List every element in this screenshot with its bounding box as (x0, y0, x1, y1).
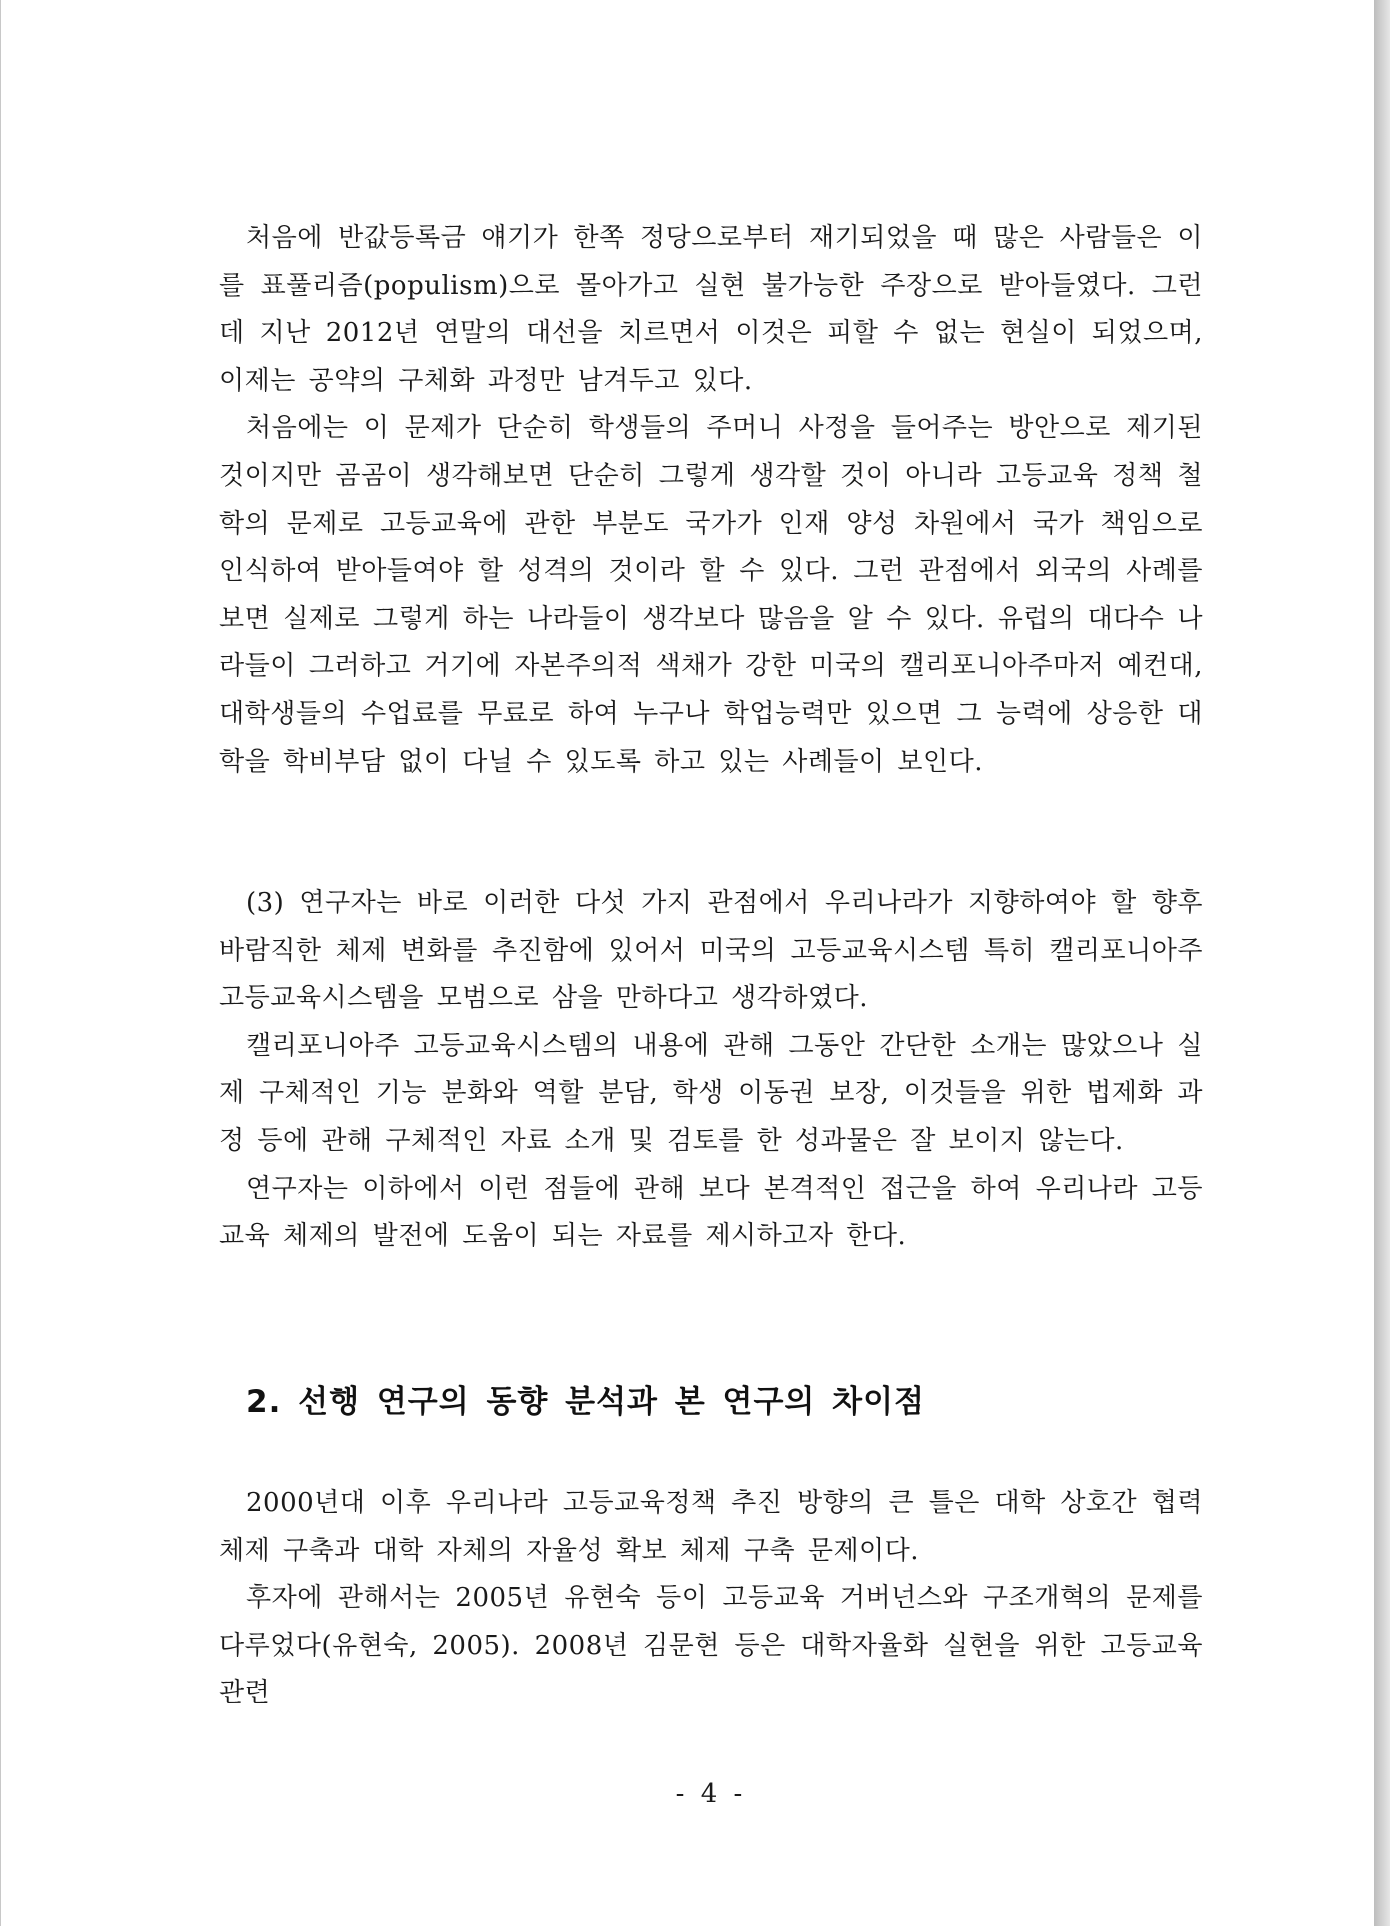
section-heading: 2. 선행 연구의 동향 분석과 본 연구의 차이점 (246, 1384, 925, 1420)
text-block-perspective (219, 880, 1203, 1261)
viewer-edge-shadow (1374, 0, 1390, 1926)
paragraph: (3) 연구자는 바로 이러한 다섯 가지 관점에서 우리나라가 지향하여야 할 향후 바람직한 체제 변화를 추진함에 있어서 미국의 고등교육시스템 특히 캘리포니아주 고등교육시스템을 모범으로 삼을 만하다고 생각하였다. (219, 888, 1203, 1014)
paragraph: 처음에 반값등록금 얘기가 한쪽 정당으로부터 재기되었을 때 많은 사람들은 이를 표풀리즘(populism)으로 몰아가고 실현 불가능한 주장으로 받아들였다. 그런데 지난 2012년 연말의 대선을 치르면서 이것은 피할 수 없는 현실이 되었으며, 이제는 공약의 구체화 과정만 남겨두고 있다. (219, 223, 1203, 396)
paragraph: 2000년대 이후 우리나라 고등교육정책 추진 방향의 큰 틀은 대학 상호간 협력 체제 구축과 대학 자체의 자율성 확보 체제 구축 문제이다. (219, 1488, 1203, 1566)
text-block-prior-research (219, 1480, 1203, 1718)
paragraph: 연구자는 이하에서 이런 점들에 관해 보다 본격적인 접근을 하여 우리나라 고등교육 체제의 발전에 도움이 되는 자료를 제시하고자 한다. (219, 1173, 1203, 1252)
paragraph: 처음에는 이 문제가 단순히 학생들의 주머니 사정을 들어주는 방안으로 제기된 것이지만 곰곰이 생각해보면 단순히 그렇게 생각할 것이 아니라 고등교육 정책 철학의 문제로 고등교육에 관한 부분도 국가가 인재 양성 차원에서 국가 책임으로 인식하여 받아들여야 할 성격의 것이라 할 수 있다. 그런 관점에서 외국의 사례를 보면 실제로 그렇게 하는 나라들이 생각보다 많음을 알 수 있다. 유럽의 대다수 나라들이 그러하고 거기에 자본주의적 색채가 강한 미국의 캘리포니아주마저 예컨대, 대학생들의 수업료를 무료로 하여 누구나 학업능력만 있으면 그 능력에 상응한 대학을 학비부담 없이 다닐 수 있도록 하고 있는 사례들이 보인다. (219, 413, 1203, 777)
paragraph: 캘리포니아주 고등교육시스템의 내용에 관해 그동안 간단한 소개는 많았으나 실제 구체적인 기능 분화와 역할 분담, 학생 이동권 보장, 이것들을 위한 법제화 과정 등에 관해 구체적인 자료 소개 및 검토를 한 성과물은 잘 보이지 않는다. (219, 1030, 1203, 1156)
text-block-intro (219, 215, 1203, 786)
paragraph: 후자에 관해서는 2005년 유현숙 등이 고등교육 거버넌스와 구조개혁의 문제를 다루었다(유현숙, 2005). 2008년 김문현 등은 대학자율화 실현을 위한 고등교육 관련 (219, 1583, 1203, 1709)
page-number: - 4 - (675, 1779, 747, 1809)
